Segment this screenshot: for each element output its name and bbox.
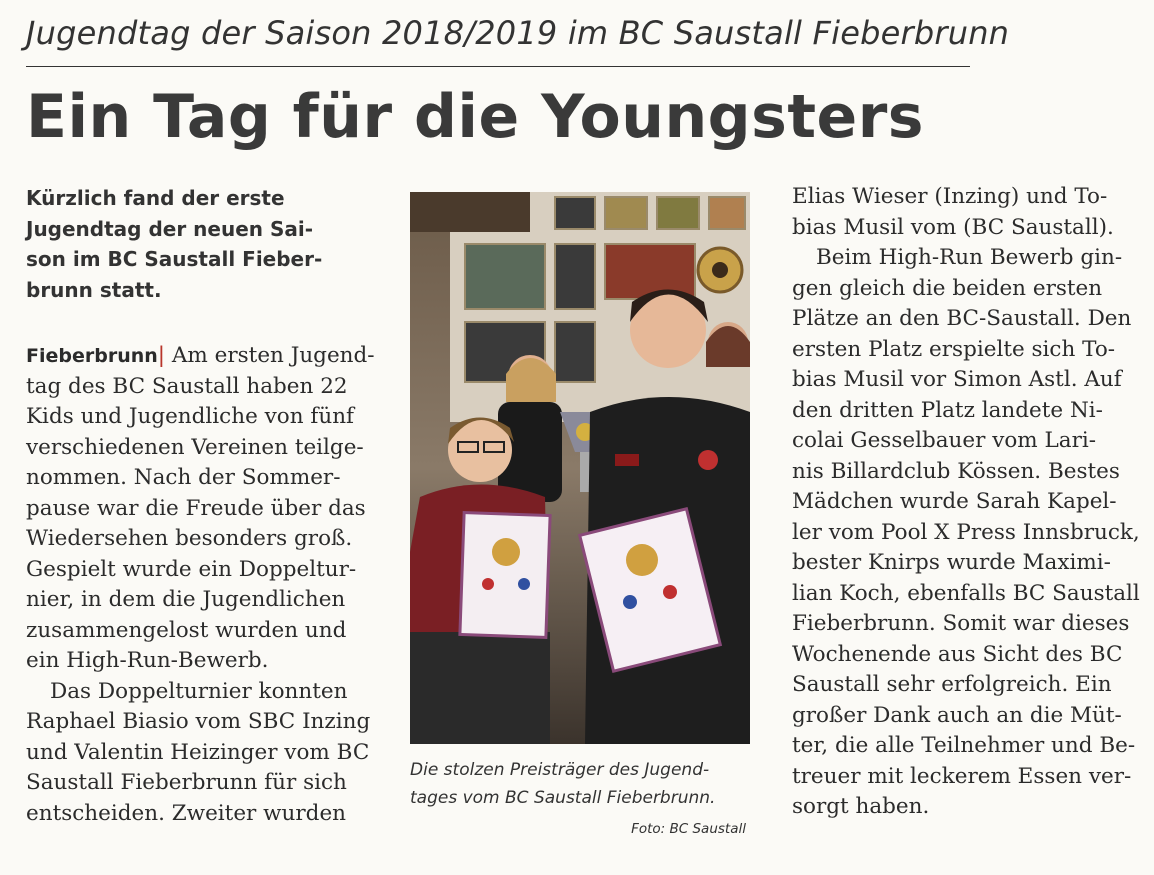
body-line: pause war die Freude über das <box>26 495 366 521</box>
body-line: den dritten Platz landete Ni- <box>792 397 1103 423</box>
body-line: bias Musil vor Simon Astl. Auf <box>792 367 1122 392</box>
body-line: Das Doppelturnier konnten <box>50 678 348 704</box>
body-line: entscheiden. Zweiter wurden <box>26 800 347 826</box>
body-line: zusammengelost wurden und <box>26 617 347 643</box>
kicker: Jugendtag der Saison 2018/2019 im BC Saustall Fieberbrunn <box>26 14 1010 52</box>
body-line: Saustall Fieberbrunn für sich <box>26 770 347 795</box>
body-line: großer Dank auch an die Müt- <box>792 702 1122 728</box>
body-line: bias Musil vom (BC Saustall). <box>792 214 1114 240</box>
body-line: Raphael Biasio vom SBC Inzing <box>26 709 371 734</box>
body-line: nis Billardclub Kössen. Bestes <box>792 458 1120 484</box>
photo-credit: Foto: BC Saustall <box>631 821 746 837</box>
lead-line: brunn statt. <box>26 277 162 302</box>
lead-line: Jugendtag der neuen Sai- <box>26 216 314 241</box>
wall-beam <box>410 192 530 232</box>
body-line: Fieberbrunn. Somit war dieses <box>792 611 1130 636</box>
body-line: Elias Wieser (Inzing) und To- <box>792 184 1108 209</box>
body-line: sorgt haben. <box>792 794 930 819</box>
body-line: lian Koch, ebenfalls BC Saustall <box>792 580 1140 606</box>
body-line: ersten Platz erspielte sich To- <box>792 336 1116 362</box>
certificate-left <box>460 513 550 638</box>
dateline: Fieberbrunn <box>26 345 158 367</box>
body-line: gen gleich die beiden ersten <box>792 275 1103 301</box>
kicker-rule <box>26 66 970 67</box>
body-line: Wiedersehen besonders groß. <box>26 526 353 551</box>
body-column-3 <box>792 182 1140 823</box>
body-line: Saustall sehr erfolgreich. Ein <box>792 672 1112 697</box>
body-line: ter, die alle Teilnehmer und Be- <box>792 733 1136 758</box>
body-line: Gespielt wurde ein Doppeltur- <box>26 556 357 582</box>
body-line: treuer mit leckerem Essen ver- <box>792 763 1132 789</box>
caption-line: Die stolzen Preisträger des Jugend- <box>410 760 710 780</box>
body-line: nommen. Nach der Sommer- <box>26 465 341 490</box>
body-text: Am ersten Jugend- <box>171 343 375 368</box>
body-line: Beim High-Run Bewerb gin- <box>816 245 1123 270</box>
headline: Ein Tag für die Youngsters <box>26 82 924 152</box>
body-line: Wochenende aus Sicht des BC <box>792 641 1123 667</box>
body-column-1 <box>26 341 375 829</box>
first-line <box>26 341 375 372</box>
lead-paragraph <box>26 183 362 305</box>
body-line: verschiedenen Vereinen teilge- <box>26 434 364 460</box>
dateline-separator: | <box>157 343 166 368</box>
body-line: colai Gesselbauer vom Lari- <box>792 428 1097 453</box>
body-line: Plätze an den BC-Saustall. Den <box>792 306 1132 331</box>
body-line: bester Knirps wurde Maximi- <box>792 550 1111 575</box>
lead-line: Kürzlich fand der erste <box>26 186 285 210</box>
body-line: nier, in dem die Jugendlichen <box>26 587 346 612</box>
body-line: tag des BC Saustall haben 22 <box>26 373 348 399</box>
body-line: und Valentin Heizinger vom BC <box>26 739 370 765</box>
body-line: ein High-Run-Bewerb. <box>26 648 269 673</box>
body-line: ler vom Pool X Press Innsbruck, <box>792 519 1140 545</box>
caption-line: tages vom BC Saustall Fieberbrunn. <box>410 788 716 808</box>
body-line: Kids und Jugendliche von fünf <box>26 404 355 429</box>
body-line: Mädchen wurde Sarah Kapel- <box>792 489 1117 514</box>
article-photo <box>410 192 750 744</box>
photo-caption <box>410 756 750 812</box>
photo-illustration <box>410 192 750 744</box>
lead-line: son im BC Saustall Fieber- <box>26 247 323 271</box>
